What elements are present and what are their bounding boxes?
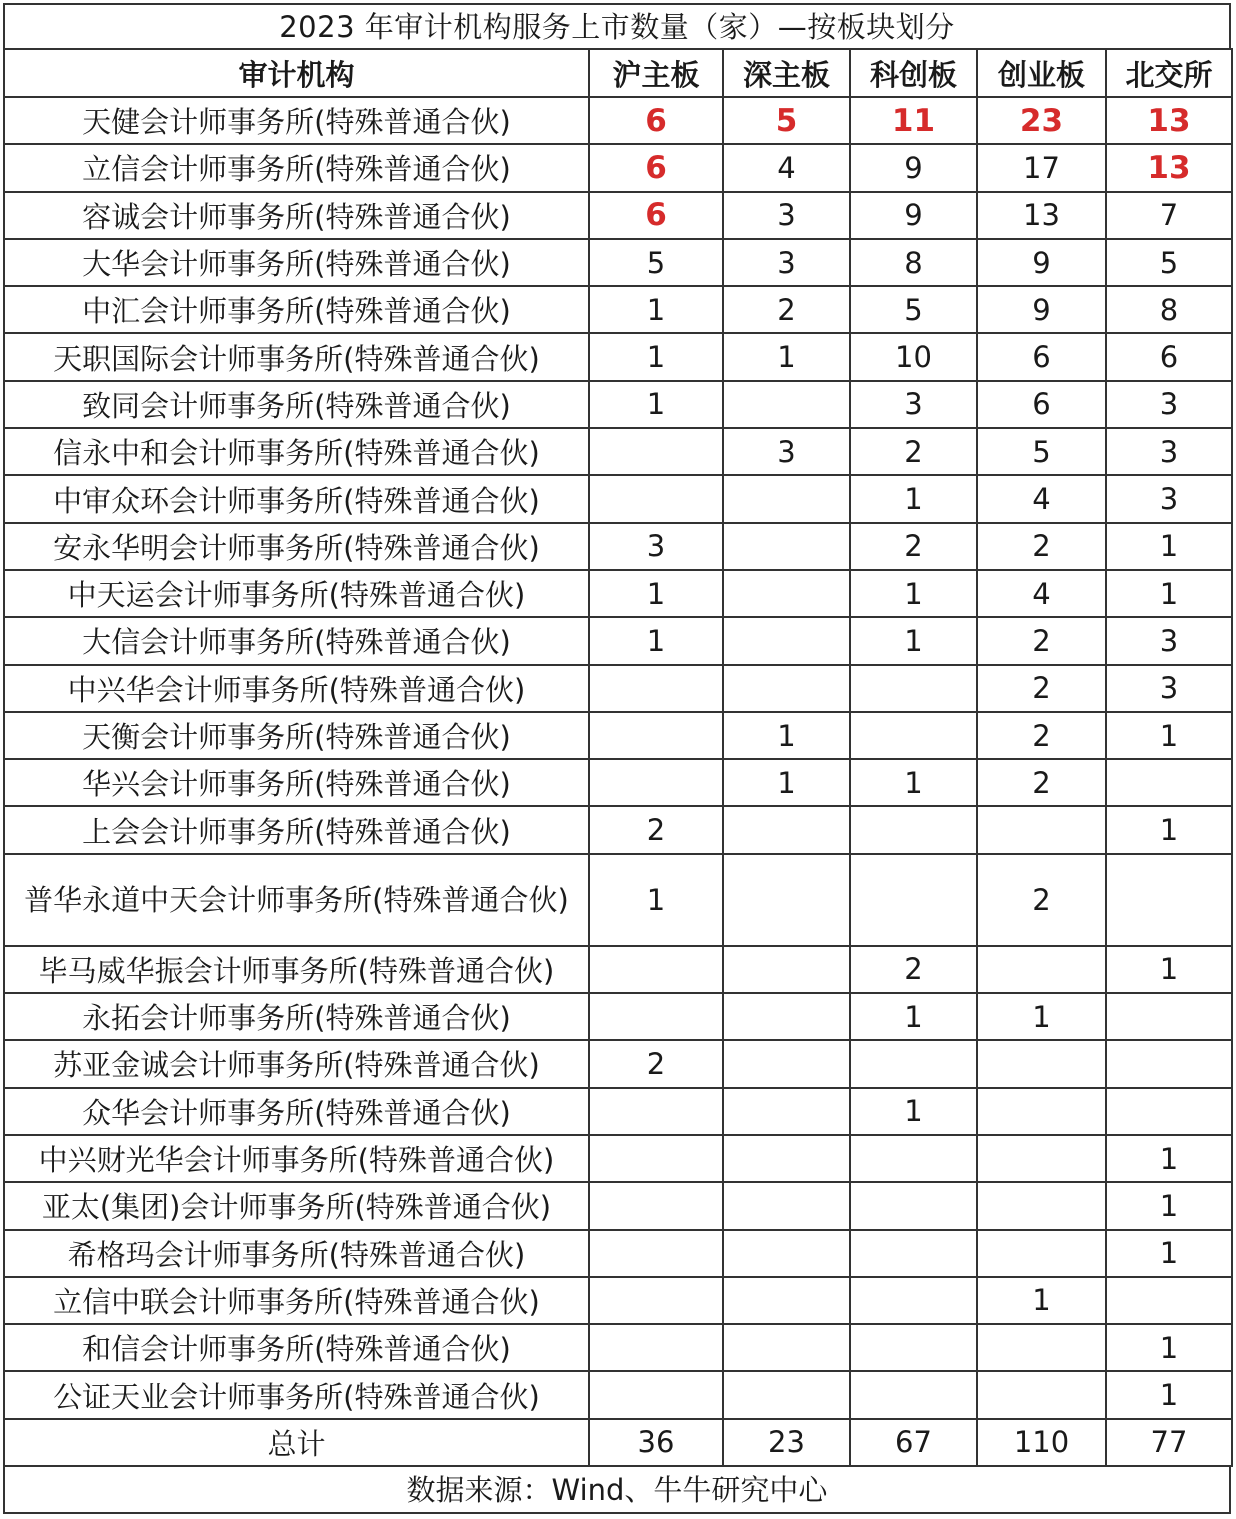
table-row — [4, 286, 1232, 333]
count-cell: 2 — [589, 806, 723, 853]
count-cell — [850, 854, 977, 946]
count-cell — [850, 1371, 977, 1418]
count-cell — [977, 1230, 1106, 1277]
institution-name: 希格玛会计师事务所(特殊普通合伙) — [4, 1230, 589, 1277]
count-cell: 3 — [589, 523, 723, 570]
count-cell — [1106, 1088, 1232, 1135]
count-cell: 1 — [977, 1277, 1106, 1324]
institution-name: 中兴华会计师事务所(特殊普通合伙) — [4, 665, 589, 712]
count-cell: 1 — [589, 617, 723, 664]
count-cell — [723, 1135, 850, 1182]
count-cell: 1 — [850, 993, 977, 1040]
count-cell: 5 — [589, 239, 723, 286]
institution-name: 信永中和会计师事务所(特殊普通合伙) — [4, 428, 589, 475]
count-cell: 1 — [1106, 1371, 1232, 1418]
count-cell: 5 — [977, 428, 1106, 475]
audit-table — [3, 48, 1233, 1467]
count-cell: 1 — [1106, 946, 1232, 993]
count-cell: 2 — [977, 854, 1106, 946]
header-chinext: 创业板 — [977, 49, 1106, 97]
table-title: 2023 年审计机构服务上市数量（家）—按板块划分 — [3, 3, 1231, 48]
institution-name: 立信会计师事务所(特殊普通合伙) — [4, 144, 589, 191]
count-cell: 3 — [1106, 381, 1232, 428]
count-cell — [589, 946, 723, 993]
institution-name: 苏亚金诚会计师事务所(特殊普通合伙) — [4, 1040, 589, 1087]
table-row — [4, 854, 1232, 946]
table-row — [4, 333, 1232, 380]
count-cell: 3 — [1106, 617, 1232, 664]
total-value: 36 — [589, 1419, 723, 1466]
data-source: 数据来源：Wind、牛牛研究中心 — [3, 1467, 1231, 1514]
table-row — [4, 759, 1232, 806]
count-cell — [850, 1230, 977, 1277]
count-cell — [977, 1324, 1106, 1371]
count-cell: 2 — [977, 523, 1106, 570]
count-cell — [850, 1277, 977, 1324]
total-value: 67 — [850, 1419, 977, 1466]
header-bse: 北交所 — [1106, 49, 1232, 97]
count-cell: 6 — [589, 144, 723, 191]
table-row — [4, 712, 1232, 759]
institution-name: 公证天业会计师事务所(特殊普通合伙) — [4, 1371, 589, 1418]
count-cell — [850, 806, 977, 853]
count-cell: 3 — [723, 428, 850, 475]
count-cell: 8 — [850, 239, 977, 286]
count-cell: 1 — [850, 617, 977, 664]
table-row — [4, 523, 1232, 570]
count-cell: 1 — [850, 570, 977, 617]
count-cell — [589, 428, 723, 475]
table-row — [4, 239, 1232, 286]
count-cell: 2 — [850, 523, 977, 570]
count-cell: 8 — [1106, 286, 1232, 333]
count-cell: 13 — [977, 192, 1106, 239]
count-cell — [850, 1040, 977, 1087]
count-cell: 3 — [1106, 665, 1232, 712]
count-cell: 1 — [723, 712, 850, 759]
table-body — [4, 97, 1232, 1419]
count-cell — [723, 1040, 850, 1087]
count-cell: 2 — [977, 759, 1106, 806]
count-cell: 9 — [850, 144, 977, 191]
count-cell: 1 — [977, 993, 1106, 1040]
count-cell — [723, 381, 850, 428]
count-cell — [723, 1230, 850, 1277]
header-sh-main: 沪主板 — [589, 49, 723, 97]
total-value: 110 — [977, 1419, 1106, 1466]
count-cell: 6 — [589, 97, 723, 144]
count-cell: 6 — [977, 381, 1106, 428]
table-frame — [3, 3, 1231, 1514]
institution-name: 众华会计师事务所(特殊普通合伙) — [4, 1088, 589, 1135]
count-cell: 1 — [589, 570, 723, 617]
count-cell: 4 — [977, 475, 1106, 522]
count-cell — [1106, 993, 1232, 1040]
count-cell: 4 — [977, 570, 1106, 617]
count-cell — [977, 806, 1106, 853]
header-institution: 审计机构 — [4, 49, 589, 97]
count-cell: 2 — [977, 665, 1106, 712]
institution-name: 大华会计师事务所(特殊普通合伙) — [4, 239, 589, 286]
count-cell — [589, 475, 723, 522]
institution-name: 天健会计师事务所(特殊普通合伙) — [4, 97, 589, 144]
count-cell: 13 — [1106, 97, 1232, 144]
total-value: 77 — [1106, 1419, 1232, 1466]
count-cell — [589, 993, 723, 1040]
institution-name: 立信中联会计师事务所(特殊普通合伙) — [4, 1277, 589, 1324]
count-cell — [723, 1371, 850, 1418]
count-cell: 1 — [589, 286, 723, 333]
count-cell: 6 — [1106, 333, 1232, 380]
count-cell: 9 — [977, 239, 1106, 286]
table-row — [4, 617, 1232, 664]
institution-name: 容诚会计师事务所(特殊普通合伙) — [4, 192, 589, 239]
count-cell — [723, 1182, 850, 1229]
count-cell — [1106, 854, 1232, 946]
count-cell — [723, 1088, 850, 1135]
count-cell: 2 — [977, 617, 1106, 664]
count-cell: 3 — [1106, 475, 1232, 522]
total-row — [4, 1419, 1232, 1466]
header-sz-main: 深主板 — [723, 49, 850, 97]
table-row — [4, 428, 1232, 475]
count-cell — [977, 946, 1106, 993]
institution-name: 普华永道中天会计师事务所(特殊普通合伙) — [4, 854, 589, 946]
count-cell: 6 — [589, 192, 723, 239]
count-cell — [850, 1182, 977, 1229]
header-star: 科创板 — [850, 49, 977, 97]
count-cell: 3 — [850, 381, 977, 428]
count-cell: 7 — [1106, 192, 1232, 239]
count-cell: 13 — [1106, 144, 1232, 191]
header-row — [4, 49, 1232, 97]
count-cell — [850, 1324, 977, 1371]
total-value: 23 — [723, 1419, 850, 1466]
count-cell: 5 — [723, 97, 850, 144]
table-row — [4, 665, 1232, 712]
count-cell — [589, 1182, 723, 1229]
count-cell — [850, 665, 977, 712]
table-row — [4, 1088, 1232, 1135]
count-cell — [723, 946, 850, 993]
count-cell — [723, 617, 850, 664]
count-cell: 6 — [977, 333, 1106, 380]
count-cell — [589, 1088, 723, 1135]
count-cell: 3 — [1106, 428, 1232, 475]
count-cell: 2 — [723, 286, 850, 333]
count-cell — [589, 1277, 723, 1324]
count-cell — [977, 1371, 1106, 1418]
count-cell — [723, 993, 850, 1040]
table-row — [4, 806, 1232, 853]
institution-name: 天衡会计师事务所(特殊普通合伙) — [4, 712, 589, 759]
count-cell: 3 — [723, 192, 850, 239]
count-cell — [1106, 1277, 1232, 1324]
count-cell — [1106, 1040, 1232, 1087]
table-row — [4, 475, 1232, 522]
count-cell — [723, 570, 850, 617]
count-cell — [723, 806, 850, 853]
count-cell: 1 — [1106, 1135, 1232, 1182]
institution-name: 永拓会计师事务所(特殊普通合伙) — [4, 993, 589, 1040]
count-cell: 3 — [723, 239, 850, 286]
table-row — [4, 97, 1232, 144]
table-row — [4, 946, 1232, 993]
count-cell — [723, 1277, 850, 1324]
table-row — [4, 1371, 1232, 1418]
count-cell: 9 — [977, 286, 1106, 333]
count-cell: 11 — [850, 97, 977, 144]
table-row — [4, 1135, 1232, 1182]
count-cell: 1 — [723, 333, 850, 380]
institution-name: 天职国际会计师事务所(特殊普通合伙) — [4, 333, 589, 380]
count-cell — [977, 1135, 1106, 1182]
count-cell: 1 — [1106, 523, 1232, 570]
count-cell: 17 — [977, 144, 1106, 191]
count-cell — [589, 1371, 723, 1418]
count-cell: 23 — [977, 97, 1106, 144]
count-cell: 1 — [1106, 570, 1232, 617]
count-cell — [589, 1135, 723, 1182]
count-cell: 2 — [850, 428, 977, 475]
count-cell: 9 — [850, 192, 977, 239]
count-cell: 4 — [723, 144, 850, 191]
institution-name: 大信会计师事务所(特殊普通合伙) — [4, 617, 589, 664]
table-row — [4, 1277, 1232, 1324]
institution-name: 致同会计师事务所(特殊普通合伙) — [4, 381, 589, 428]
table-row — [4, 1230, 1232, 1277]
count-cell — [589, 759, 723, 806]
count-cell — [723, 475, 850, 522]
total-label: 总计 — [4, 1419, 589, 1466]
count-cell: 2 — [850, 946, 977, 993]
institution-name: 毕马威华振会计师事务所(特殊普通合伙) — [4, 946, 589, 993]
count-cell: 1 — [850, 759, 977, 806]
count-cell: 2 — [589, 1040, 723, 1087]
count-cell — [977, 1088, 1106, 1135]
count-cell: 1 — [589, 854, 723, 946]
table-row — [4, 1324, 1232, 1371]
table-row — [4, 570, 1232, 617]
count-cell: 1 — [850, 475, 977, 522]
table-row — [4, 381, 1232, 428]
table-row — [4, 1182, 1232, 1229]
institution-name: 和信会计师事务所(特殊普通合伙) — [4, 1324, 589, 1371]
count-cell: 2 — [977, 712, 1106, 759]
count-cell — [589, 1230, 723, 1277]
count-cell: 1 — [1106, 1230, 1232, 1277]
count-cell — [977, 1040, 1106, 1087]
count-cell: 1 — [723, 759, 850, 806]
institution-name: 中天运会计师事务所(特殊普通合伙) — [4, 570, 589, 617]
count-cell: 1 — [1106, 806, 1232, 853]
count-cell — [1106, 759, 1232, 806]
count-cell — [589, 665, 723, 712]
count-cell — [723, 1324, 850, 1371]
institution-name: 中兴财光华会计师事务所(特殊普通合伙) — [4, 1135, 589, 1182]
institution-name: 中汇会计师事务所(特殊普通合伙) — [4, 286, 589, 333]
table-row — [4, 993, 1232, 1040]
count-cell: 5 — [1106, 239, 1232, 286]
institution-name: 中审众环会计师事务所(特殊普通合伙) — [4, 475, 589, 522]
count-cell — [723, 854, 850, 946]
count-cell: 5 — [850, 286, 977, 333]
institution-name: 华兴会计师事务所(特殊普通合伙) — [4, 759, 589, 806]
count-cell: 1 — [1106, 712, 1232, 759]
table-row — [4, 1040, 1232, 1087]
count-cell — [850, 1135, 977, 1182]
table-row — [4, 192, 1232, 239]
institution-name: 上会会计师事务所(特殊普通合伙) — [4, 806, 589, 853]
count-cell — [850, 712, 977, 759]
count-cell — [723, 665, 850, 712]
count-cell: 1 — [589, 381, 723, 428]
count-cell: 1 — [589, 333, 723, 380]
count-cell: 1 — [1106, 1182, 1232, 1229]
table-row — [4, 144, 1232, 191]
institution-name: 安永华明会计师事务所(特殊普通合伙) — [4, 523, 589, 570]
count-cell — [723, 523, 850, 570]
count-cell: 1 — [1106, 1324, 1232, 1371]
count-cell — [977, 1182, 1106, 1229]
count-cell: 1 — [850, 1088, 977, 1135]
institution-name: 亚太(集团)会计师事务所(特殊普通合伙) — [4, 1182, 589, 1229]
count-cell — [589, 1324, 723, 1371]
count-cell: 10 — [850, 333, 977, 380]
count-cell — [589, 712, 723, 759]
